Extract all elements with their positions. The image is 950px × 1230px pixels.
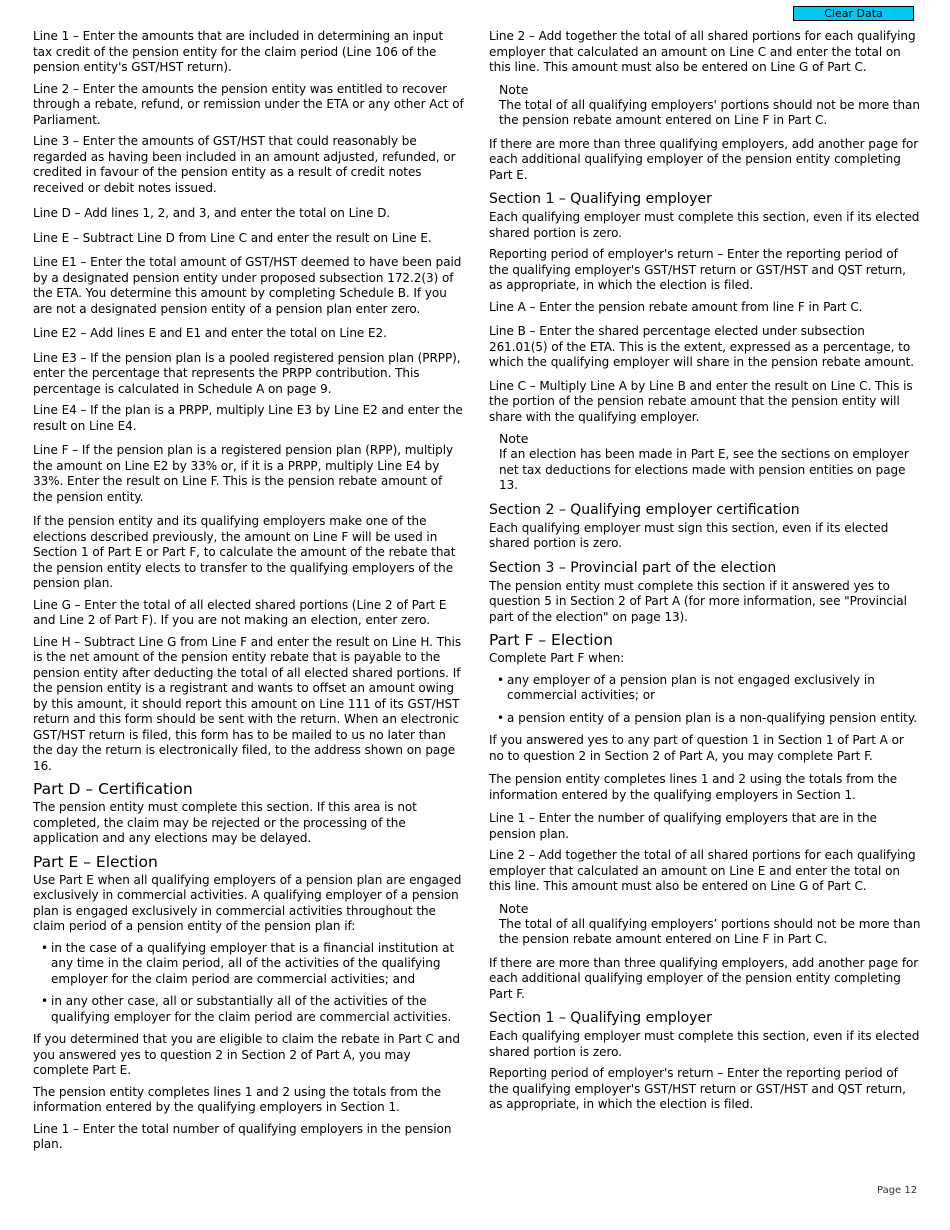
- line-e3-text: Line E3 – If the pension plan is a pooled registered pension plan (PRPP), enter the percentage that represents the PRPP contribution. This percentage is calculated in Schedule A on page 9.: [33, 350, 461, 396]
- section1-heading: Section 1 – Qualifying employer: [489, 191, 712, 207]
- line-c-text: Line C – Multiply Line A by Line B and enter the result on Line C. This is the portion of the pension rebate amount that the pension entity will share with the qualifying employer.: [489, 378, 913, 424]
- part-f-line2-text: Line 2 – Add together the total of all shared portions for each qualifying employer that calculated an amount on Line E and enter the total on this line. This amount must also be entered on Line G of Part C.: [489, 848, 916, 893]
- line-b-text: Line B – Enter the shared percentage elected under subsection 261.01(5) of the ETA. This is the extent, expressed as a percentage, to which the qualifying employer will share in the pension rebate amount.: [489, 324, 915, 369]
- list-item: [489, 711, 921, 727]
- section1-f-text: Each qualifying employer must complete this section, even if its elected shared portion is zero.: [489, 1029, 920, 1059]
- part-e-eligible-text: If you determined that you are eligible to claim the rebate in Part C and you answered yes to question 2 in Section 2 of Part A, you may complete Part E.: [33, 1032, 460, 1077]
- section3-heading: Section 3 – Provincial part of the election: [489, 559, 777, 576]
- left-line1-text: Line 1 – Enter the amounts that are included in determining an input tax credit of the pension entity for the claim period (Line 106 of the pension entity's GST/HST return).: [33, 29, 444, 74]
- note-title: Note: [499, 431, 529, 446]
- note-text: If an election has been made in Part E, see the sections on employer net tax deductions for elections made with pension entities on page 13.: [499, 447, 909, 492]
- section1-f-heading: Section 1 – Qualifying employer: [489, 1010, 712, 1026]
- more-employers-text: If there are more than three qualifying employers, add another page for each additional qualifying employer of the pension entity completing Part E.: [489, 136, 919, 182]
- clear-data-button[interactable]: Clear Data: [793, 6, 914, 21]
- part-f-answered-text: If you answered yes to any part of question 1 in Section 1 of Part A or no to question 2 in Section 2 of Part A, you may complete Part F.: [489, 733, 904, 763]
- line-f-text: Line F – If the pension plan is a registered pension plan (RPP), multiply the amount on Line E2 by 33% or, if it is a PRPP, multiply Line E4 by 33%. Enter the result on Line F. This is the pension rebate amount of the pension entity.: [33, 443, 454, 504]
- line-e-text: Line E – Subtract Line D from Line C and enter the result on Line E.: [33, 230, 432, 245]
- part-e-heading: Part E – Election: [33, 852, 158, 871]
- part-e-line2-text: Line 2 – Add together the total of all shared portions for each qualifying employer that calculated an amount on Line C and enter the total on this line. This amount must also be entered on Line G of Part C.: [489, 29, 916, 74]
- list-item: [489, 673, 921, 704]
- list-item-text: in the case of a qualifying employer that is a financial institution at any time in the claim period, all of the activities of the qualifying employer for the claim period are commercial activities; and: [51, 940, 455, 986]
- part-f-lines-text: The pension entity completes lines 1 and 2 using the totals from the information entered by the qualifying employers in Section 1.: [489, 772, 898, 802]
- line-e4-text: Line E4 – If the plan is a PRPP, multiply Line E3 by Line E2 and enter the result on Line E4.: [33, 403, 463, 433]
- line-d-text: Line D – Add lines 1, 2, and 3, and enter the total on Line D.: [33, 206, 391, 220]
- note-box: [499, 82, 921, 129]
- bullet-icon: •: [497, 672, 505, 687]
- page-number: Page 12: [877, 1185, 918, 1196]
- line-e1-text: Line E1 – Enter the total amount of GST/HST deemed to have been paid by a designated pension entity under proposed subsection 172.2(3) of the ETA. You determine this amount by completing Schedule B. If you are not a designated pension entity of a pension plan enter zero.: [33, 255, 462, 316]
- note-text: The total of all qualifying employers’ portions should not be more than the pension rebate amount entered on Line F in Part C.: [499, 916, 921, 946]
- part-f-bullet-list: [489, 673, 921, 727]
- left-line3-text: Line 3 – Enter the amounts of GST/HST that could reasonably be regarded as having been included in an amount adjusted, refunded, or credited in favour of the pension entity as a result of credit notes received or debit notes issued.: [33, 134, 456, 195]
- line-g-text: Line G – Enter the total of all elected shared portions (Line 2 of Part E and Line 2 of Part F). If you are not making an election, enter zero.: [33, 597, 447, 627]
- part-e-lines-text: The pension entity completes lines 1 and 2 using the totals from the information entered by the qualifying employers in Section 1.: [33, 1084, 442, 1114]
- left-column: [33, 29, 465, 1159]
- right-column: [489, 29, 921, 1119]
- left-line2-text: Line 2 – Enter the amounts the pension entity was entitled to recover through a rebate, refund, or remission under the ETA or any other Act of Parliament.: [33, 81, 464, 127]
- reporting-period-text: Reporting period of employer's return – Enter the reporting period of the qualifying employer's GST/HST return or GST/HST and QST return, as appropriate, in which the election is filed.: [489, 247, 906, 292]
- note-title: Note: [499, 900, 529, 916]
- note-title: Note: [499, 81, 529, 97]
- bullet-icon: •: [497, 710, 505, 725]
- reporting-period-f-text: Reporting period of employer's return – Enter the reporting period of the qualifying employer's GST/HST return or GST/HST and QST return, as appropriate, in which the election is filed.: [489, 1066, 906, 1111]
- note-box: [499, 901, 921, 948]
- line-e2-text: Line E2 – Add lines E and E1 and enter the total on Line E2.: [33, 326, 387, 340]
- line-a-text: Line A – Enter the pension rebate amount from line F in Part C.: [489, 299, 863, 314]
- section2-heading: Section 2 – Qualifying employer certification: [489, 501, 800, 518]
- part-d-text: The pension entity must complete this section. If this area is not completed, the claim may be rejected or the processing of the application and any elections may be delayed.: [33, 800, 417, 845]
- section2-text: Each qualifying employer must sign this section, even if its elected shared portion is zero.: [489, 520, 889, 550]
- list-item: [33, 994, 465, 1025]
- note-text: The total of all qualifying employers' portions should not be more than the pension rebate amount entered on Line F in Part C.: [499, 97, 920, 127]
- elections-text: If the pension entity and its qualifying employers make one of the elections described previously, the amount on Line F will be used in Section 1 of Part E or Part F, to calculate the amount of the rebate that the pension entity elects to transfer to the qualifying employers of the pension plan.: [33, 514, 456, 590]
- part-f-when-text: Complete Part F when:: [489, 651, 625, 665]
- list-item-text: a pension entity of a pension plan is a non-qualifying pension entity.: [507, 710, 918, 725]
- part-e-bullet-list: [33, 941, 465, 1026]
- bullet-icon: •: [41, 994, 49, 1008]
- more-employers-f-text: If there are more than three qualifying employers, add another page for each additional qualifying employer of the pension entity completing Part F.: [489, 955, 919, 1001]
- part-f-line1-text: Line 1 – Enter the number of qualifying employers that are in the pension plan.: [489, 811, 877, 841]
- list-item-text: any employer of a pension plan is not engaged exclusively in commercial activities; or: [507, 672, 875, 702]
- list-item-text: in any other case, all or substantially all of the activities of the qualifying employer for the claim period are commercial activities.: [51, 994, 452, 1024]
- note-box: [499, 431, 921, 494]
- part-e-intro-text: Use Part E when all qualifying employers of a pension plan are engaged exclusively in commercial activities. A qualifying employer of a pension plan is engaged exclusively in commercial activities throughout the claim period of a pension entity of the pension plan if:: [33, 872, 462, 933]
- list-item: [33, 941, 465, 988]
- bullet-icon: •: [41, 940, 49, 955]
- part-d-heading: Part D – Certification: [33, 780, 193, 798]
- section3-text: The pension entity must complete this section if it answered yes to question 5 in Section 2 of Part A (for more information, see "Provincial part of the election" on page 13).: [489, 578, 907, 624]
- section1-text: Each qualifying employer must complete this section, even if its elected shared portion is zero.: [489, 210, 920, 240]
- line-h-text: Line H – Subtract Line G from Line F and enter the result on Line H. This is the net amount of the pension entity rebate that is payable to the pension entity after deducting the total of all elected shared portions. If the pension entity is a registrant and wants to offset an amount owing by this amount, it should report this amount on Line 111 of its GST/HST return and this form should be sent with the return. When an electronic GST/HST return is filed, this form has to be mailed to us no later than the day the return is electronically filed, to the address shown on page 16.: [33, 634, 462, 773]
- part-e-line1-text: Line 1 – Enter the total number of qualifying employers in the pension plan.: [33, 1121, 452, 1151]
- part-f-heading: Part F – Election: [489, 631, 613, 649]
